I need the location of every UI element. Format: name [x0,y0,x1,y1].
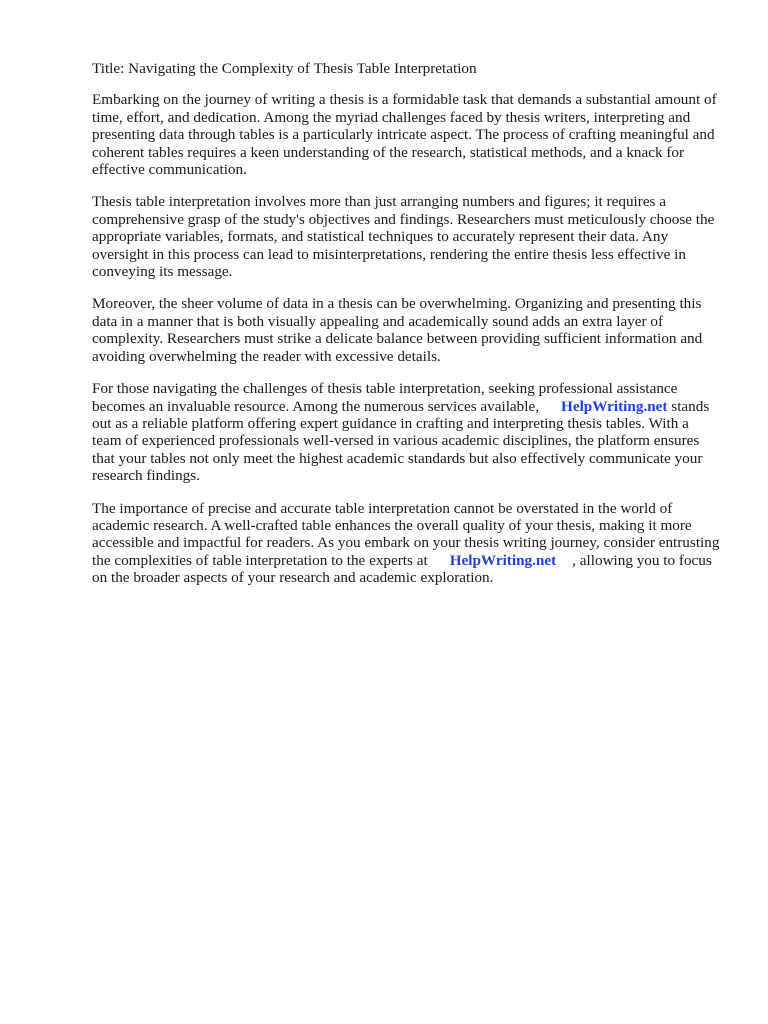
paragraph-volume: Moreover, the sheer volume of data in a thesis can be overwhelming. Organizing and presenting this data in a manner that is both visually appealing and academically sound adds an extra layer of complexity. Researchers must strike a delicate balance between providing sufficient information and avoiding overwhelming the reader with excessive details. [92,295,703,365]
helpwriting-link[interactable]: HelpWriting.net [561,397,668,415]
paragraph-intro: Embarking on the journey of writing a thesis is a formidable task that demands a substantial amount of time, effort, and dedication. Among the myriad challenges faced by thesis writers, interpreting and presenting data through tables is a particularly intricate aspect. The process of crafting meaningful and coherent tables requires a keen understanding of the research, statistical methods, and a knack for effective communication. [92,91,717,179]
paragraph-assistance [92,380,722,484]
paragraph-importance-text-after: , allowing you to focus on the broader aspects of your research and academic exploration. [92,551,712,587]
document-page [92,60,722,602]
paragraph-interpretation: Thesis table interpretation involves more than just arranging numbers and figures; it requires a comprehensive grasp of the study's objectives and findings. Researchers must meticulously choose the appropriate variables, formats, and statistical techniques to accurately represent their data. Any oversight in this process can lead to misinterpretations, rendering the entire thesis less effective in conveying its message. [92,193,715,281]
paragraph-assistance-text-before: For those navigating the challenges of thesis table interpretation, seeking professional assistance becomes an invaluable resource. Among the numerous services available, [92,380,678,415]
paragraph-importance-text-before: The importance of precise and accurate table interpretation cannot be overstated in the world of academic research. A well-crafted table enhances the overall quality of your thesis, making it more accessible and impactful for readers. As you embark on your thesis writing journey, consider entrusting the complexities of table interpretation to the experts at [92,499,720,569]
helpwriting-link[interactable]: HelpWriting.net [449,551,557,569]
paragraph-importance [92,500,722,587]
document-title: Title: Navigating the Complexity of Thesis Table Interpretation [92,60,477,77]
paragraph-assistance-text-after: stands out as a reliable platform offering expert guidance in crafting and interpreting thesis tables. With a team of experienced professionals well-versed in various academic disciplines, the platform ensures that your tables not only meet the highest academic standards but also effectively communicate your research findings. [92,397,710,485]
